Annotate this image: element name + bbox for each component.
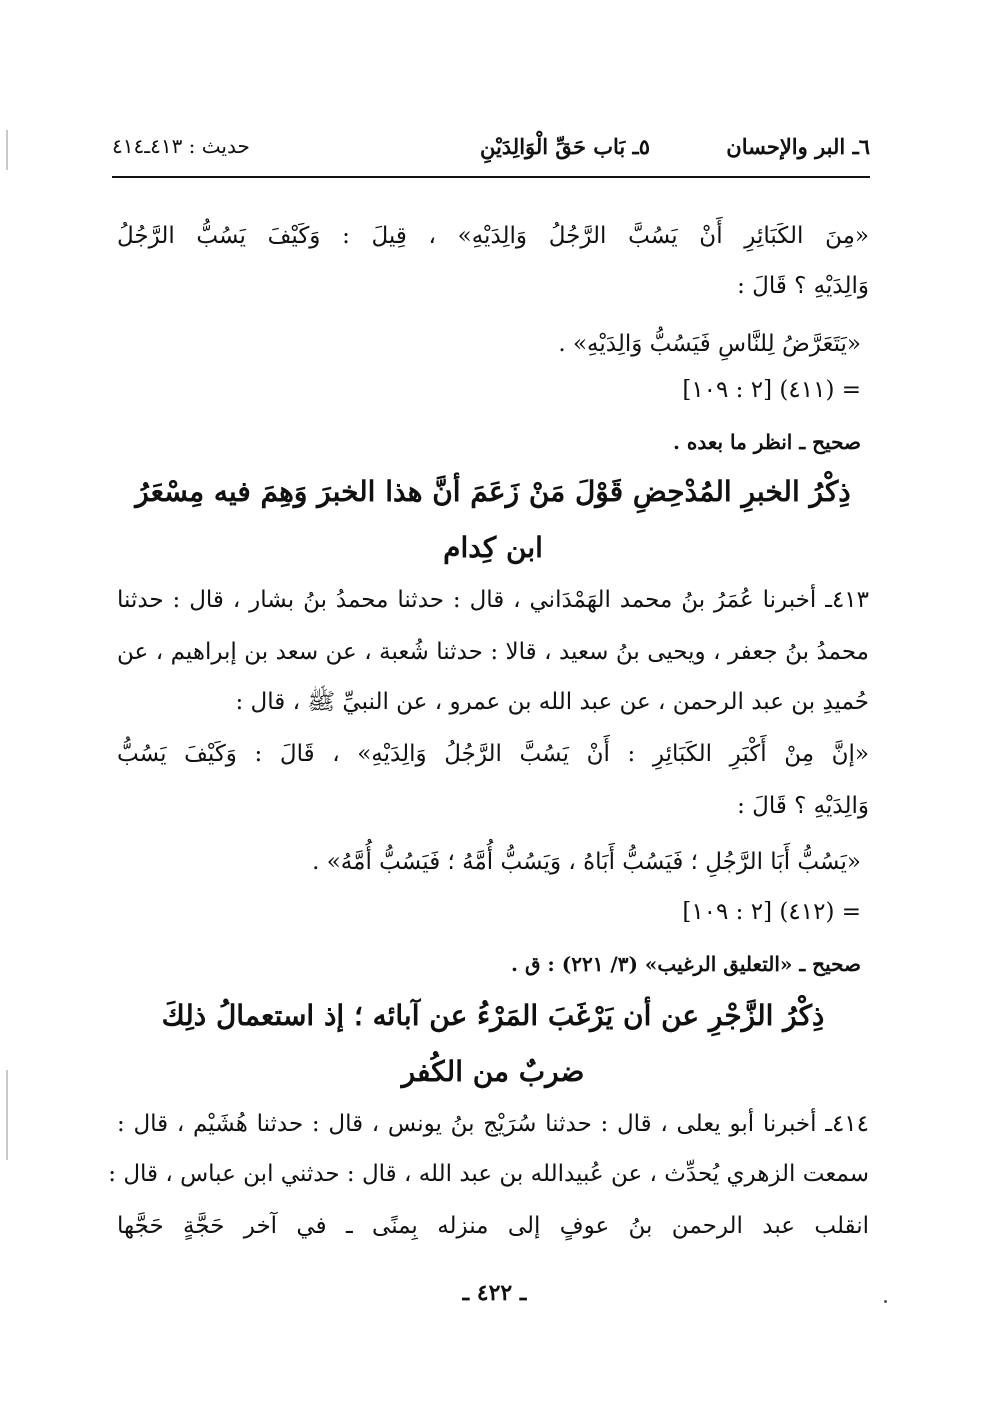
hadith-isnad-line: ٤١٤ـ أخبرنا أبو يعلى ، قال : حدثنا سُرَيْج بنُ يونس ، قال : حدثنا هُشَيْم ، قال : [117, 1111, 869, 1137]
reference-line: = (٤١٢) [٢ : ١٠٩] [682, 899, 861, 925]
hadith-text-line: «يَسُبُّ أَبَا الرَّجُلِ ؛ فَيَسُبُّ أَبَاهُ ، وَيَسُبُّ أُمَّهُ ؛ فَيَسُبُّ أُمَّهُ» . [312, 849, 861, 875]
hadith-text-line: انقلب عبد الرحمن بنُ عوفٍ إلى منزله بِمنًى ـ في آخر حَجَّةٍ حَجَّها [117, 1213, 869, 1239]
section-heading: ابن كِدام [443, 531, 543, 564]
header-rule [112, 176, 870, 178]
section-heading: ضربٌ من الكُفر [401, 1055, 585, 1088]
section-heading: ذِكْرُ الخبرِ المُدْحِضِ قَوْلَ مَنْ زَعَمَ أنَّ هذا الخبرَ وَهِمَ فيه مِسْعَرُ [135, 475, 851, 508]
hadith-text-line: وَالِدَيْهِ ؟ قَالَ : [737, 793, 869, 819]
hadith-text-line: «إنَّ مِنْ أَكْبَرِ الكَبَائِرِ : أَنْ يَسُبَّ الرَّجُلُ وَالِدَيْهِ» ، قَالَ : وَكَيْفَ يَسُبُّ [117, 741, 869, 767]
binding-edge-mark [6, 130, 8, 170]
hadith-isnad-line: محمدُ بنُ جعفر ، ويحيى بنُ سعيد ، قالا : حدثنا شُعبة ، عن سعد بن إبراهيم ، عن [117, 639, 869, 665]
grading-note: صحيح ـ «التعليق الرغيب» (٣/ ٢٢١) : ق . [511, 952, 861, 976]
header-book-title: ٦ـ البر والإحسان [726, 134, 870, 159]
hadith-isnad-line: سمعت الزهري يُحدِّث ، عن عُبيدالله بن عبد الله ، قال : حدثني ابن عباس ، قال : [108, 1161, 869, 1187]
page-number: ـ ٤٢٢ ـ [462, 1280, 527, 1306]
header-chapter-title: ٥ـ بَاب حَقِّ الْوَالِدَيْنِ [479, 134, 650, 159]
running-header [112, 128, 870, 168]
scan-speck [884, 1300, 887, 1303]
binding-edge-mark [6, 1070, 8, 1160]
hadith-isnad-line: حُميدِ بن عبد الرحمن ، عن عبد الله بن عمرو ، عن النبيِّ ﷺ ، قال : [235, 689, 869, 715]
hadith-isnad-line: ٤١٣ـ أخبرنا عُمَرُ بنُ محمد الهَمْدَاني ، قال : حدثنا محمدُ بنُ بشار ، قال : حدثنا [117, 587, 869, 613]
text-line: «مِنَ الكَبَائِرِ أَنْ يَسُبَّ الرَّجُلُ وَالِدَيْهِ» ، قِيلَ : وَكَيْفَ يَسُبُّ الرَّجُلُ [117, 223, 869, 249]
header-hadith-range: حديث : ٤١٣ـ٤١٤ [112, 134, 250, 158]
reference-line: = (٤١١) [٢ : ١٠٩] [682, 377, 861, 403]
section-heading: ذِكْرُ الزَّجْرِ عن أن يَرْغَبَ المَرْءُ عن آبائه ؛ إذ استعمالُ ذلِكَ [161, 999, 825, 1032]
text-line: وَالِدَيْهِ ؟ قَالَ : [737, 273, 869, 299]
grading-note: صحيح ـ انظر ما بعده . [672, 430, 861, 454]
text-line: «يَتَعَرَّضُ لِلنَّاسِ فَيَسُبُّ وَالِدَيْهِ» . [558, 331, 861, 357]
